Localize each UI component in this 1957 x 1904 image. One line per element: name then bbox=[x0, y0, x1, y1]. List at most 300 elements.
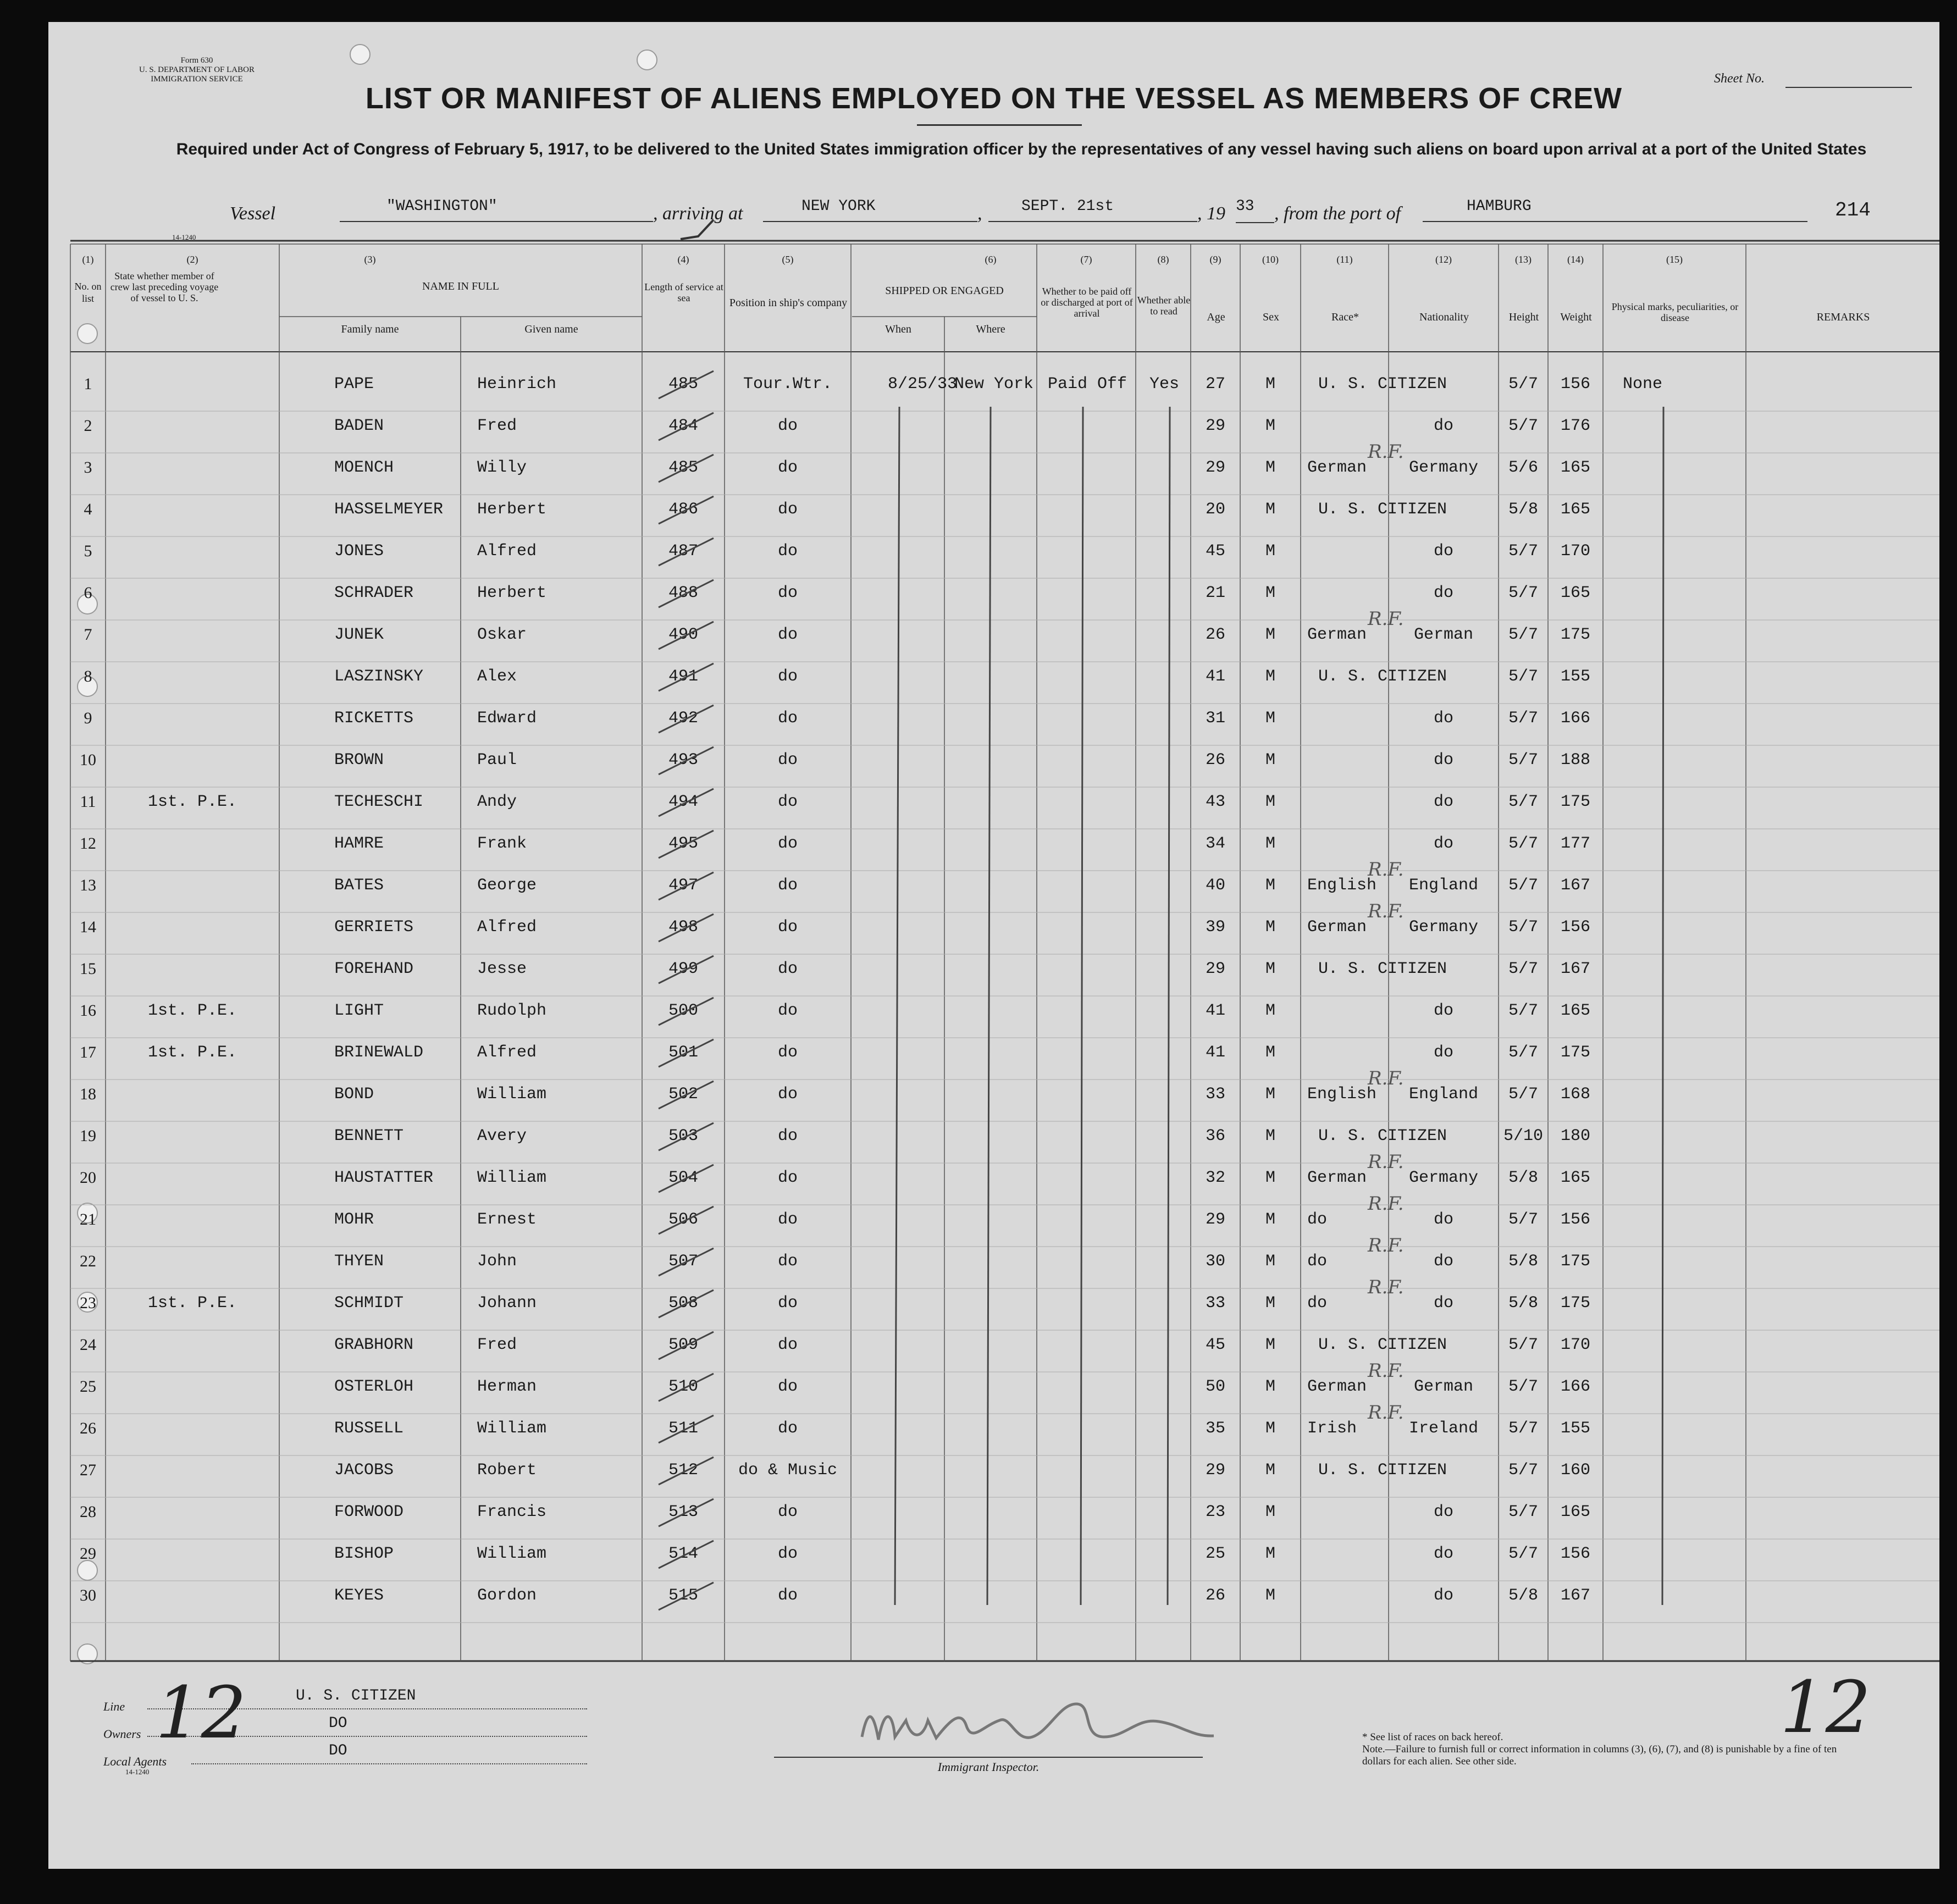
cell-age: 41 bbox=[1205, 667, 1225, 686]
cell-age: 43 bbox=[1205, 793, 1225, 811]
cell-family: BATES bbox=[334, 876, 384, 895]
cell-family: RICKETTS bbox=[334, 709, 414, 728]
header-position: Position in ship's company bbox=[729, 297, 848, 309]
cell-nationality: do bbox=[1433, 1001, 1453, 1020]
cell-age: 27 bbox=[1205, 375, 1225, 394]
cell-sex: M bbox=[1265, 1419, 1275, 1438]
cell-height: 5/7 bbox=[1508, 1001, 1538, 1020]
header-length-of-service: Length of service at sea bbox=[644, 281, 723, 303]
rf-annotation: R.F. bbox=[1368, 1235, 1404, 1257]
cell-race: German bbox=[1307, 1169, 1367, 1187]
cell-weight: 168 bbox=[1560, 1085, 1590, 1104]
cell-family: GERRIETS bbox=[334, 918, 414, 937]
cell-race: do bbox=[1307, 1210, 1328, 1229]
cell-height: 5/7 bbox=[1508, 1503, 1538, 1521]
cell-service: 512 bbox=[668, 1461, 698, 1480]
cell-age: 35 bbox=[1205, 1419, 1225, 1438]
cell-age: 25 bbox=[1205, 1545, 1225, 1563]
cell-no: 5 bbox=[84, 542, 92, 560]
cell-prev: 1st. P.E. bbox=[147, 1294, 237, 1313]
cell-age: 31 bbox=[1205, 709, 1225, 728]
cell-no: 8 bbox=[84, 667, 92, 685]
cell-weight: 167 bbox=[1560, 876, 1590, 895]
cell-age: 41 bbox=[1205, 1001, 1225, 1020]
cell-weight: 166 bbox=[1560, 709, 1590, 728]
cell-sex: M bbox=[1265, 1085, 1275, 1104]
cell-service: 506 bbox=[668, 1210, 698, 1229]
cell-age: 26 bbox=[1205, 751, 1225, 770]
cell-nationality: German bbox=[1413, 626, 1474, 644]
cell-race: English bbox=[1307, 1085, 1377, 1104]
cell-position: do bbox=[777, 1127, 798, 1145]
form-number: Form 630 bbox=[180, 56, 213, 65]
cell-position: do bbox=[777, 918, 798, 937]
rf-annotation: R.F. bbox=[1368, 1067, 1404, 1089]
cell-no: 11 bbox=[80, 793, 96, 811]
cell-nationality: do bbox=[1433, 709, 1453, 728]
cell-family: JUNEK bbox=[334, 626, 384, 644]
cell-weight: 165 bbox=[1560, 1169, 1590, 1187]
cell-given: Jesse bbox=[477, 960, 527, 978]
cell-no: 9 bbox=[84, 709, 92, 727]
ditto-stroke-where bbox=[987, 407, 991, 1605]
cell-no: 25 bbox=[80, 1377, 96, 1396]
cell-read: Yes bbox=[1149, 375, 1179, 394]
cell-height: 5/7 bbox=[1508, 375, 1538, 394]
cell-sex: M bbox=[1265, 626, 1275, 644]
header-remarks: REMARKS bbox=[1816, 311, 1870, 323]
column-number: (3) bbox=[364, 254, 376, 265]
cell-age: 41 bbox=[1205, 1043, 1225, 1062]
cell-nationality: England bbox=[1408, 876, 1479, 895]
cell-sex: M bbox=[1265, 1586, 1275, 1605]
cell-race: English bbox=[1307, 876, 1377, 895]
local-agents-value: DO bbox=[191, 1742, 587, 1764]
right-count: 12 bbox=[1780, 1665, 1871, 1749]
owners-label: Owners bbox=[103, 1727, 141, 1741]
cell-service: 513 bbox=[668, 1503, 698, 1521]
cell-family: HAMRE bbox=[334, 834, 384, 853]
cell-weight: 177 bbox=[1560, 834, 1590, 853]
cell-age: 29 bbox=[1205, 417, 1225, 435]
cell-weight: 170 bbox=[1560, 1336, 1590, 1354]
cell-family: BROWN bbox=[334, 751, 384, 770]
header-given-name: Given name bbox=[524, 323, 578, 335]
cell-no: 21 bbox=[80, 1210, 96, 1228]
cell-sex: M bbox=[1265, 918, 1275, 937]
cell-service: 509 bbox=[668, 1336, 698, 1354]
cell-service: 485 bbox=[668, 375, 698, 394]
cell-family: HAUSTATTER bbox=[334, 1169, 434, 1187]
cell-no: 17 bbox=[80, 1043, 96, 1061]
cell-height: 5/7 bbox=[1508, 1461, 1538, 1480]
cell-nationality: do bbox=[1433, 417, 1453, 435]
cell-no: 19 bbox=[80, 1127, 96, 1145]
cell-weight: 156 bbox=[1560, 1545, 1590, 1563]
cell-height: 5/7 bbox=[1508, 667, 1538, 686]
cell-weight: 167 bbox=[1560, 960, 1590, 978]
cell-family: KEYES bbox=[334, 1586, 384, 1605]
cell-position: do bbox=[777, 1545, 798, 1563]
cell-position: do bbox=[777, 667, 798, 686]
cell-no: 28 bbox=[80, 1503, 96, 1521]
cell-position: do bbox=[777, 1419, 798, 1438]
cell-age: 30 bbox=[1205, 1252, 1225, 1271]
page-subtitle: Required under Act of Congress of February 5, 1917, to be delivered to the United States immigration officer by the representatives of any vessel having such aliens on board upon arrival at a port of the United States bbox=[176, 140, 1867, 158]
column-number: (13) bbox=[1515, 254, 1532, 265]
cell-weight: 165 bbox=[1560, 458, 1590, 477]
cell-sex: M bbox=[1265, 417, 1275, 435]
cell-given: William bbox=[477, 1545, 547, 1563]
cell-height: 5/7 bbox=[1508, 584, 1538, 602]
cell-position: do bbox=[777, 1336, 798, 1354]
arrival-year: 33 bbox=[1236, 198, 1274, 223]
cell-no: 18 bbox=[80, 1085, 96, 1103]
cell-race: U. S. CITIZEN bbox=[1318, 1461, 1447, 1480]
cell-family: LASZINSKY bbox=[334, 667, 424, 686]
local-agents-label: Local Agents bbox=[103, 1754, 167, 1768]
cell-given: Oskar bbox=[477, 626, 527, 644]
rf-annotation: R.F. bbox=[1368, 859, 1404, 881]
cell-weight: 156 bbox=[1560, 918, 1590, 937]
cell-given: Alex bbox=[477, 667, 517, 686]
cell-weight: 165 bbox=[1560, 1001, 1590, 1020]
cell-given: Herbert bbox=[477, 500, 547, 519]
cell-sex: M bbox=[1265, 1503, 1275, 1521]
cell-family: BOND bbox=[334, 1085, 374, 1104]
cell-height: 5/6 bbox=[1508, 458, 1538, 477]
cell-height: 5/7 bbox=[1508, 876, 1538, 895]
cell-race: U. S. CITIZEN bbox=[1318, 667, 1447, 686]
column-number: (1) bbox=[82, 254, 94, 265]
cell-no: 14 bbox=[80, 918, 96, 936]
cell-service: 495 bbox=[668, 834, 698, 853]
cell-given: Herman bbox=[477, 1377, 537, 1396]
cell-nationality: do bbox=[1433, 793, 1453, 811]
cell-family: FOREHAND bbox=[334, 960, 414, 978]
column-number: (5) bbox=[782, 254, 794, 265]
cell-no: 4 bbox=[84, 500, 92, 518]
rf-annotation: R.F. bbox=[1368, 1360, 1404, 1382]
cell-race: U. S. CITIZEN bbox=[1318, 375, 1447, 394]
cell-given: William bbox=[477, 1169, 547, 1187]
cell-age: 29 bbox=[1205, 458, 1225, 477]
cell-age: 29 bbox=[1205, 1210, 1225, 1229]
cell-no: 10 bbox=[80, 751, 96, 769]
cell-weight: 176 bbox=[1560, 417, 1590, 435]
cell-weight: 155 bbox=[1560, 1419, 1590, 1438]
cell-no: 16 bbox=[80, 1001, 96, 1020]
departure-port: HAMBURG bbox=[1423, 198, 1807, 222]
cell-given: Alfred bbox=[477, 542, 537, 561]
cell-sex: M bbox=[1265, 793, 1275, 811]
cell-service: 511 bbox=[668, 1419, 698, 1438]
cell-service: 503 bbox=[668, 1127, 698, 1145]
cell-prev: 1st. P.E. bbox=[147, 793, 237, 811]
cell-height: 5/8 bbox=[1508, 500, 1538, 519]
cell-no: 29 bbox=[80, 1545, 96, 1563]
header-name-in-full: NAME IN FULL bbox=[422, 280, 499, 292]
cell-given: Heinrich bbox=[477, 375, 557, 394]
cell-position: do bbox=[777, 1043, 798, 1062]
cell-race: U. S. CITIZEN bbox=[1318, 960, 1447, 978]
cell-nationality: do bbox=[1433, 1545, 1453, 1563]
cell-height: 5/7 bbox=[1508, 709, 1538, 728]
cell-weight: 160 bbox=[1560, 1461, 1590, 1480]
cell-given: Andy bbox=[477, 793, 517, 811]
cell-sex: M bbox=[1265, 709, 1275, 728]
cell-race: German bbox=[1307, 1377, 1367, 1396]
cell-sex: M bbox=[1265, 458, 1275, 477]
cell-sex: M bbox=[1265, 960, 1275, 978]
cell-nationality: do bbox=[1433, 1586, 1453, 1605]
page-title: LIST OR MANIFEST OF ALIENS EMPLOYED ON THE VESSEL AS MEMBERS OF CREW bbox=[365, 82, 1623, 115]
cell-family: OSTERLOH bbox=[334, 1377, 414, 1396]
cell-sex: M bbox=[1265, 667, 1275, 686]
cell-weight: 155 bbox=[1560, 667, 1590, 686]
cell-given: Avery bbox=[477, 1127, 527, 1145]
cell-service: 494 bbox=[668, 793, 698, 811]
cell-position: Tour.Wtr. bbox=[743, 375, 833, 394]
arrival-date: SEPT. 21st bbox=[988, 198, 1197, 222]
cell-nationality: do bbox=[1433, 1043, 1453, 1062]
cell-sex: M bbox=[1265, 1169, 1275, 1187]
cell-nationality: do bbox=[1433, 1294, 1453, 1313]
cell-where: New York bbox=[954, 375, 1034, 394]
cell-position: do bbox=[777, 500, 798, 519]
inspector-line bbox=[774, 1757, 1203, 1758]
cell-height: 5/10 bbox=[1503, 1127, 1543, 1145]
cell-service: 487 bbox=[668, 542, 698, 561]
header-paid-off: Whether to be paid off or discharged at port of arrival bbox=[1041, 286, 1133, 319]
line-label: Line bbox=[103, 1700, 125, 1713]
page-number: 214 bbox=[1835, 199, 1871, 222]
cell-sex: M bbox=[1265, 1377, 1275, 1396]
cell-age: 26 bbox=[1205, 1586, 1225, 1605]
header-height: Height bbox=[1508, 311, 1539, 323]
cell-position: do bbox=[777, 1169, 798, 1187]
header-shipped-or-engaged: SHIPPED OR ENGAGED bbox=[885, 285, 1004, 297]
rf-annotation: R.F. bbox=[1368, 608, 1404, 630]
cell-sex: M bbox=[1265, 1461, 1275, 1480]
rf-annotation: R.F. bbox=[1368, 1193, 1404, 1215]
form-code: 14-1240 bbox=[172, 233, 196, 241]
cell-height: 5/7 bbox=[1508, 1419, 1538, 1438]
owners-value: DO bbox=[147, 1715, 587, 1737]
cell-service: 484 bbox=[668, 417, 698, 435]
cell-weight: 156 bbox=[1560, 375, 1590, 394]
cell-position: do bbox=[777, 542, 798, 561]
cell-position: do bbox=[777, 793, 798, 811]
inspector-label: Immigrant Inspector. bbox=[937, 1760, 1040, 1774]
cell-age: 40 bbox=[1205, 876, 1225, 895]
column-number: (10) bbox=[1262, 254, 1279, 265]
cell-weight: 170 bbox=[1560, 542, 1590, 561]
cell-height: 5/8 bbox=[1508, 1586, 1538, 1605]
cell-age: 34 bbox=[1205, 834, 1225, 853]
cell-weight: 175 bbox=[1560, 1252, 1590, 1271]
cell-position: do bbox=[777, 1252, 798, 1271]
footnote-block bbox=[1362, 1731, 1846, 1768]
cell-nationality: do bbox=[1433, 1210, 1453, 1229]
cell-family: PAPE bbox=[334, 375, 374, 394]
header-weight: Weight bbox=[1560, 311, 1592, 323]
cell-age: 45 bbox=[1205, 542, 1225, 561]
cell-sex: M bbox=[1265, 876, 1275, 895]
cell-age: 20 bbox=[1205, 500, 1225, 519]
cell-service: 492 bbox=[668, 709, 698, 728]
cell-no: 12 bbox=[80, 834, 96, 853]
rf-annotation: R.F. bbox=[1368, 441, 1404, 463]
cell-family: JONES bbox=[334, 542, 384, 561]
cell-age: 45 bbox=[1205, 1336, 1225, 1354]
cell-race: German bbox=[1307, 918, 1367, 937]
cell-given: Alfred bbox=[477, 918, 537, 937]
cell-given: Herbert bbox=[477, 584, 547, 602]
cell-age: 32 bbox=[1205, 1169, 1225, 1187]
cell-race: U. S. CITIZEN bbox=[1318, 1127, 1447, 1145]
cell-given: William bbox=[477, 1419, 547, 1438]
left-count: 12 bbox=[156, 1671, 247, 1754]
cell-nationality: do bbox=[1433, 1503, 1453, 1521]
line-value: U. S. CITIZEN bbox=[147, 1687, 587, 1709]
cell-height: 5/7 bbox=[1508, 542, 1538, 561]
column-number: (11) bbox=[1336, 254, 1353, 265]
column-number: (14) bbox=[1567, 254, 1584, 265]
cell-weight: 175 bbox=[1560, 793, 1590, 811]
cell-sex: M bbox=[1265, 1001, 1275, 1020]
cell-nationality: Germany bbox=[1408, 1169, 1479, 1187]
cell-sex: M bbox=[1265, 1127, 1275, 1145]
cell-given: Edward bbox=[477, 709, 537, 728]
cell-race: U. S. CITIZEN bbox=[1318, 500, 1447, 519]
cell-family: HASSELMEYER bbox=[334, 500, 444, 519]
cell-given: Paul bbox=[477, 751, 517, 770]
cell-given: George bbox=[477, 876, 537, 895]
column-number: (8) bbox=[1157, 254, 1169, 265]
cell-service: 504 bbox=[668, 1169, 698, 1187]
cell-no: 20 bbox=[80, 1169, 96, 1187]
cell-given: William bbox=[477, 1085, 547, 1104]
cell-height: 5/7 bbox=[1508, 793, 1538, 811]
service-name: IMMIGRATION SERVICE bbox=[151, 75, 243, 84]
cell-height: 5/8 bbox=[1508, 1252, 1538, 1271]
cell-no: 30 bbox=[80, 1586, 96, 1604]
cell-sex: M bbox=[1265, 834, 1275, 853]
cell-given: Rudolph bbox=[477, 1001, 547, 1020]
cell-service: 498 bbox=[668, 918, 698, 937]
cell-position: do bbox=[777, 1586, 798, 1605]
cell-age: 26 bbox=[1205, 626, 1225, 644]
cell-height: 5/7 bbox=[1508, 626, 1538, 644]
ditto-strokes bbox=[48, 22, 1939, 1869]
cell-weight: 166 bbox=[1560, 1377, 1590, 1396]
cell-weight: 165 bbox=[1560, 584, 1590, 602]
inspector-signature bbox=[818, 1687, 1236, 1759]
cell-sex: M bbox=[1265, 1210, 1275, 1229]
cell-service: 500 bbox=[668, 1001, 698, 1020]
cell-height: 5/7 bbox=[1508, 1210, 1538, 1229]
cell-no: 7 bbox=[84, 626, 92, 644]
cell-no: 15 bbox=[80, 960, 96, 978]
cell-family: GRABHORN bbox=[334, 1336, 414, 1354]
cell-service: 485 bbox=[668, 458, 698, 477]
cell-service: 493 bbox=[668, 751, 698, 770]
cell-given: Robert bbox=[477, 1461, 537, 1480]
cell-given: Alfred bbox=[477, 1043, 537, 1062]
cell-family: RUSSELL bbox=[334, 1419, 404, 1438]
cell-position: do bbox=[777, 1001, 798, 1020]
cell-height: 5/7 bbox=[1508, 1085, 1538, 1104]
cell-no: 24 bbox=[80, 1336, 96, 1354]
cell-position: do & Music bbox=[738, 1461, 838, 1480]
cell-position: do bbox=[777, 960, 798, 978]
cell-height: 5/7 bbox=[1508, 1377, 1538, 1396]
header-previous-voyage: State whether member of crew last preceding voyage of vessel to U. S. bbox=[110, 270, 219, 303]
cell-age: 50 bbox=[1205, 1377, 1225, 1396]
cell-nationality: do bbox=[1433, 834, 1453, 853]
cell-race: Irish bbox=[1307, 1419, 1357, 1438]
cell-height: 5/7 bbox=[1508, 960, 1538, 978]
arrival-port: NEW YORK bbox=[763, 198, 977, 222]
vessel-label: Vessel bbox=[230, 203, 276, 224]
cell-sex: M bbox=[1265, 542, 1275, 561]
cell-sex: M bbox=[1265, 1545, 1275, 1563]
cell-sex: M bbox=[1265, 584, 1275, 602]
header-physical-marks: Physical marks, peculiarities, or disease bbox=[1611, 301, 1739, 323]
header-when: When bbox=[885, 323, 911, 335]
cell-family: BISHOP bbox=[334, 1545, 394, 1563]
cell-family: BADEN bbox=[334, 417, 384, 435]
cell-weight: 156 bbox=[1560, 1210, 1590, 1229]
cell-age: 39 bbox=[1205, 918, 1225, 937]
column-number: (7) bbox=[1080, 254, 1092, 265]
cell-weight: 165 bbox=[1560, 1503, 1590, 1521]
cell-service: 510 bbox=[668, 1377, 698, 1396]
cell-no: 23 bbox=[80, 1294, 96, 1312]
cell-given: Willy bbox=[477, 458, 527, 477]
cell-nationality: do bbox=[1433, 542, 1453, 561]
footnote-penalty: Note.—Failure to furnish full or correct information in columns (3), (6), (7), and (8) is punishable by a fine of ten dollars for each alien. See other side. bbox=[1362, 1744, 1837, 1767]
cell-family: BENNETT bbox=[334, 1127, 404, 1145]
column-number: (4) bbox=[677, 254, 689, 265]
cell-family: SCHRADER bbox=[334, 584, 414, 602]
cell-sex: M bbox=[1265, 1252, 1275, 1271]
cell-family: LIGHT bbox=[334, 1001, 384, 1020]
column-number: (2) bbox=[186, 254, 198, 265]
header-race: Race* bbox=[1331, 311, 1359, 323]
cell-no: 2 bbox=[84, 417, 92, 435]
cell-service: 515 bbox=[668, 1586, 698, 1605]
ditto-stroke-paid bbox=[1081, 407, 1083, 1605]
vessel-name: "WASHINGTON" bbox=[340, 198, 653, 222]
cell-sex: M bbox=[1265, 751, 1275, 770]
cell-age: 21 bbox=[1205, 584, 1225, 602]
cell-age: 23 bbox=[1205, 1503, 1225, 1521]
column-number: (6) bbox=[985, 254, 997, 265]
cell-age: 36 bbox=[1205, 1127, 1225, 1145]
cell-no: 22 bbox=[80, 1252, 96, 1270]
ditto-stroke-read bbox=[1168, 407, 1170, 1605]
cell-position: do bbox=[777, 876, 798, 895]
cell-position: do bbox=[777, 1294, 798, 1313]
cell-nationality: do bbox=[1433, 1252, 1453, 1271]
sheet-number-label: Sheet No. bbox=[1714, 71, 1765, 86]
cell-height: 5/7 bbox=[1508, 1336, 1538, 1354]
ditto-stroke-when bbox=[895, 407, 899, 1605]
cell-nationality: Germany bbox=[1408, 918, 1479, 937]
cell-service: 490 bbox=[668, 626, 698, 644]
